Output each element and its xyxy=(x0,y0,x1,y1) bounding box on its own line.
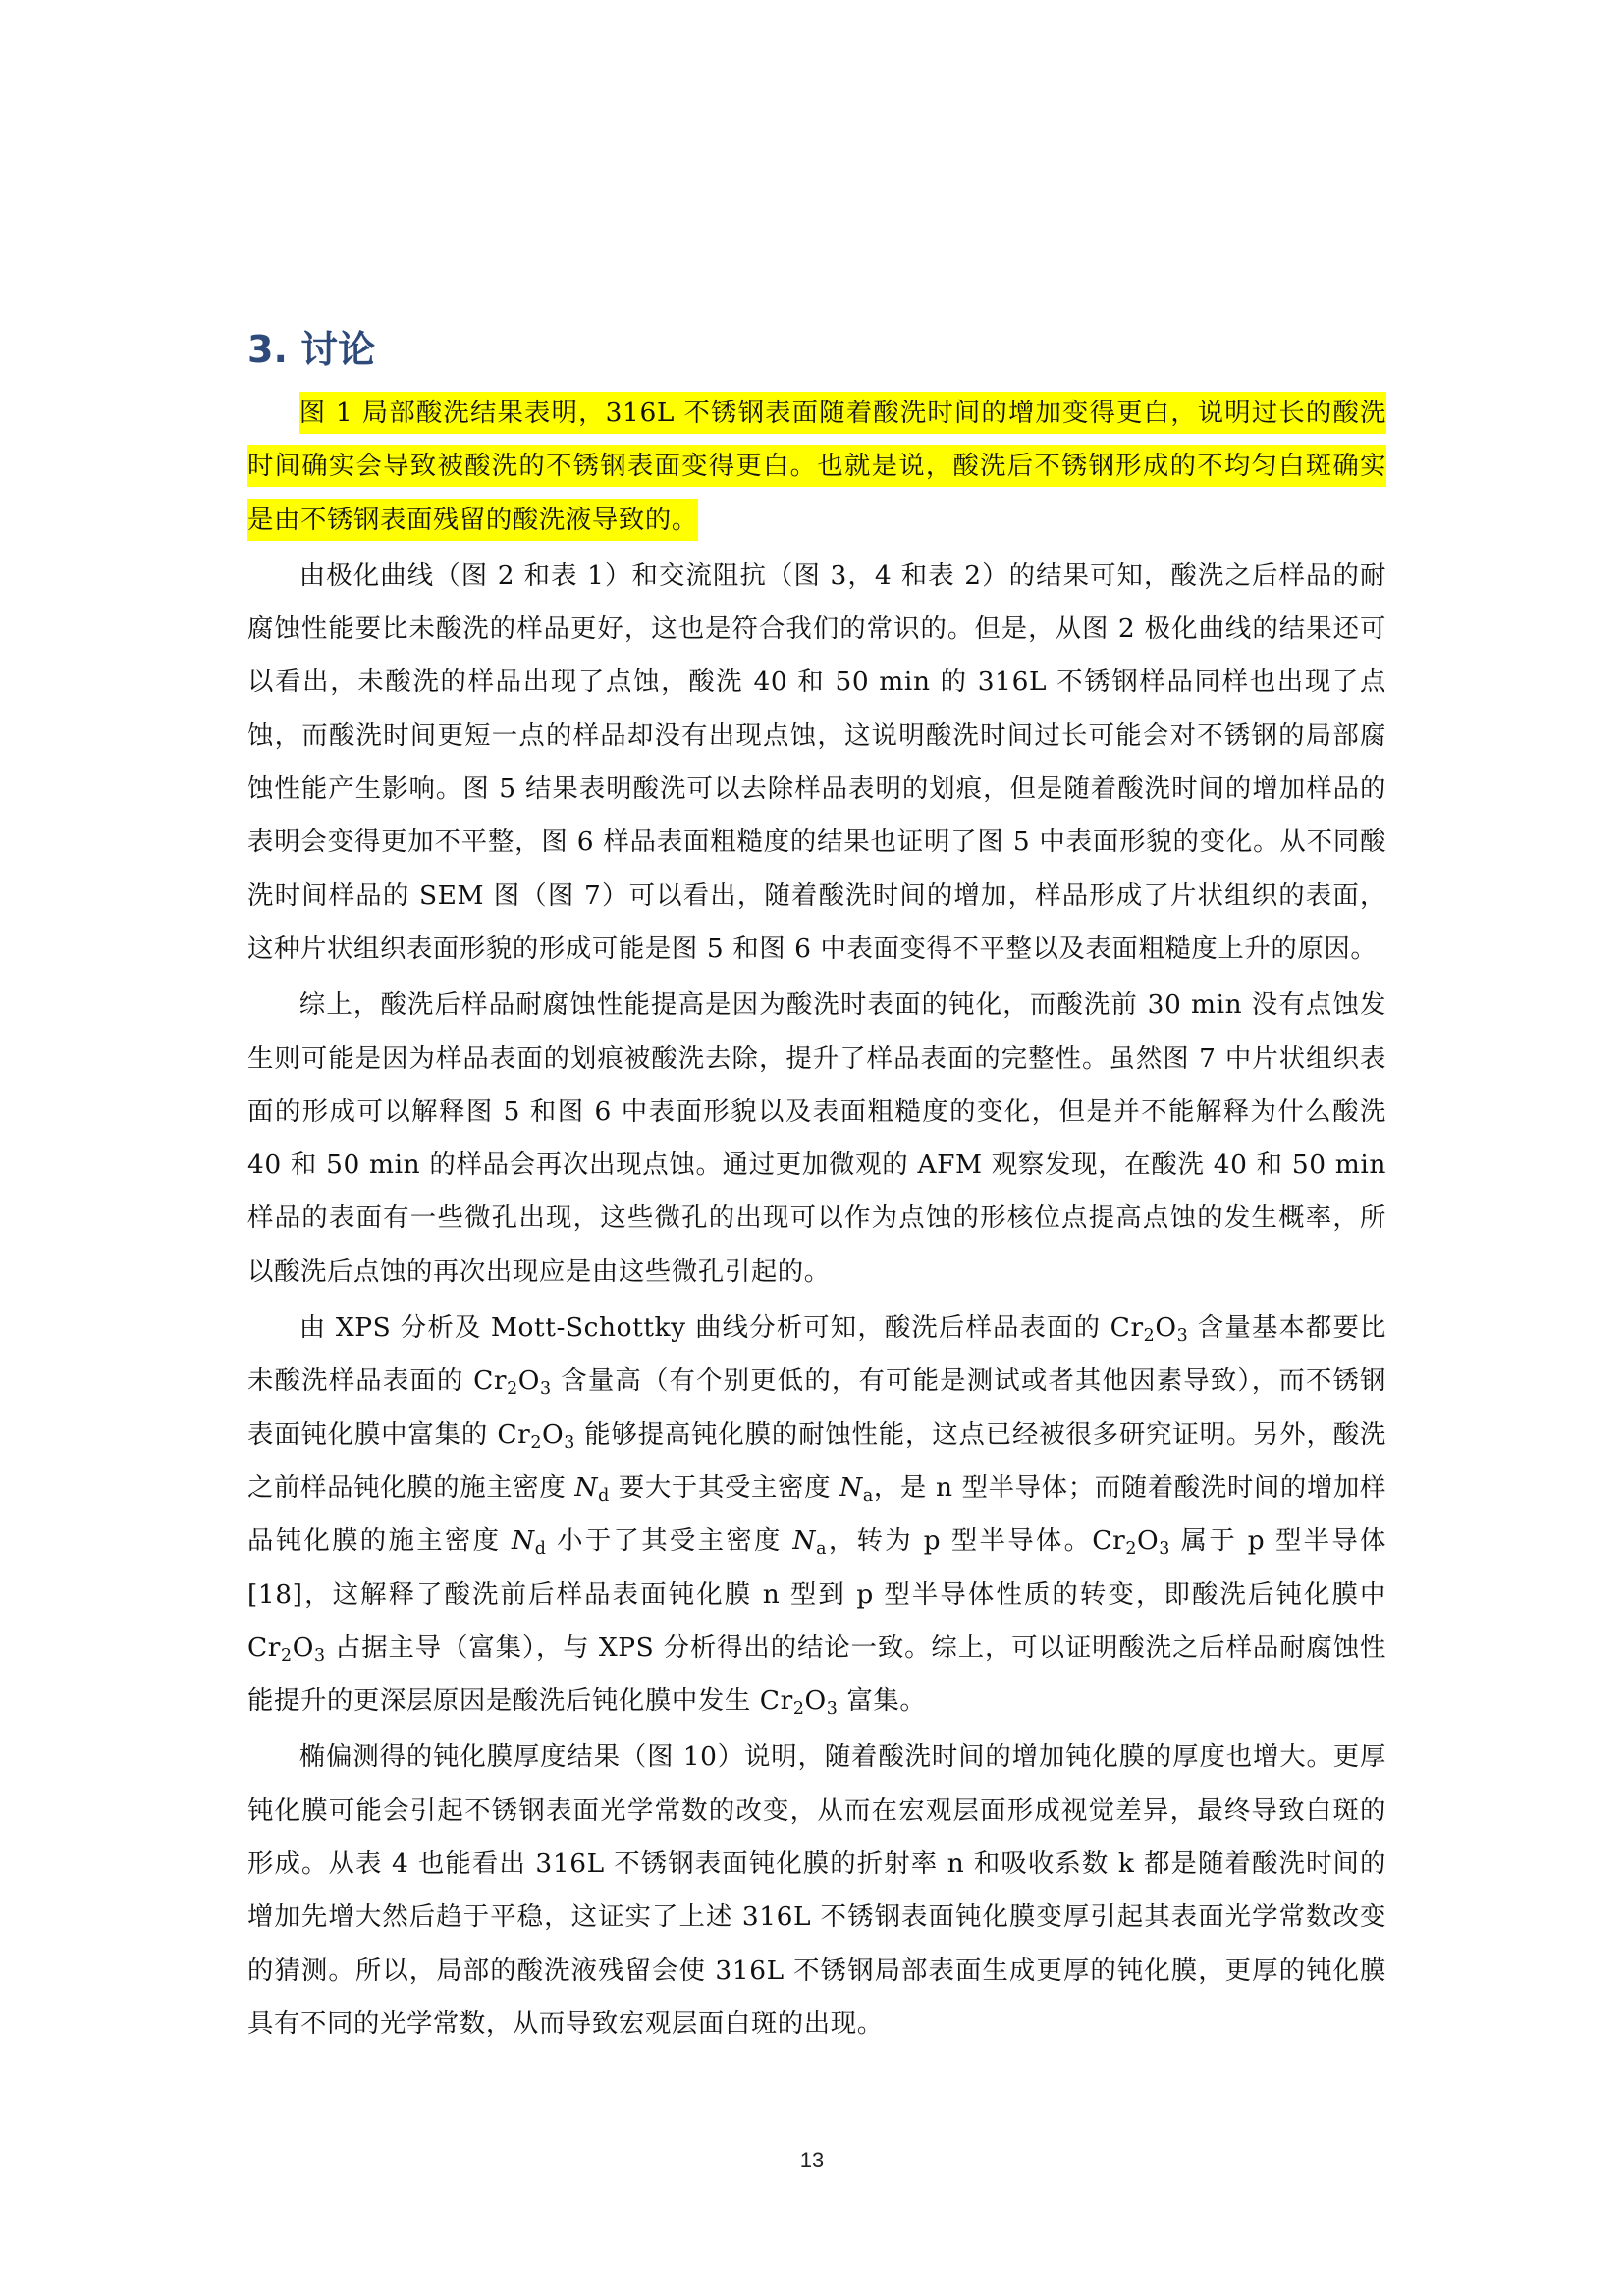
section-body xyxy=(247,387,1386,2054)
subscript: 2 xyxy=(281,1645,293,1666)
text-run: 要大于其受主密度 xyxy=(609,1471,840,1503)
text-run: 小于了其受主密度 xyxy=(546,1525,793,1557)
symbol-N: N xyxy=(574,1471,599,1503)
symbol-N: N xyxy=(511,1525,535,1557)
text-run: 含量基本都要比未酸洗样品表面的 Cr xyxy=(247,1312,1386,1397)
paragraph-xps-analysis xyxy=(247,1302,1386,1728)
subscript: 3 xyxy=(564,1432,575,1453)
subscript: a xyxy=(862,1485,874,1506)
text-run: 富集。 xyxy=(838,1685,927,1717)
text-run: 由 XPS 分析及 Mott-Schottky 曲线分析可知，酸洗后样品表面的 Cr xyxy=(298,1312,1144,1344)
subscript: 2 xyxy=(507,1379,518,1400)
subscript: 3 xyxy=(540,1379,552,1400)
symbol-N: N xyxy=(839,1471,863,1503)
highlighted-text: 图 1 局部酸洗结果表明，316L 不锈钢表面随着酸洗时间的增加变得更白，说明过长的酸洗时间确实会导致被酸洗的不锈钢表面变得更白。也就是说，酸洗后不锈钢形成的不均匀白斑确实是由不锈钢表面残留的酸洗液导致的。 xyxy=(247,392,1386,541)
text-run: O xyxy=(542,1418,565,1450)
text-run: O xyxy=(1137,1525,1160,1557)
text-run: O xyxy=(292,1631,314,1663)
section-heading: 3. 讨论 xyxy=(247,328,376,371)
page-number: 13 xyxy=(799,2148,825,2172)
subscript: 2 xyxy=(1143,1325,1156,1346)
subscript: d xyxy=(598,1485,610,1506)
text-run: ，是 n 型半导体；而随着酸洗时间的增加样品钝化膜的施主密度 xyxy=(247,1471,1387,1557)
text-run: 能够提高钝化膜的耐蚀性能，这点已经被很多研究证明。另外，酸洗之前样品钝化膜的施主密度 xyxy=(247,1418,1386,1503)
text-run: 含量高（有个别更低的，有可能是测试或者其他因素导致），而不锈钢表面钝化膜中富集的 Cr xyxy=(247,1365,1387,1450)
text-run: O xyxy=(1155,1312,1177,1344)
paragraph-ellipsometry: 椭偏测得的钝化膜厚度结果（图 10）说明，随着酸洗时间的增加钝化膜的厚度也增大。更厚钝化膜可能会引起不锈钢表面光学常数的改变，从而在宏观层面形成视觉差异，最终导致白斑的形成。从表 4 也能看出 316L 不锈钢表面钝化膜的折射率 n 和吸收系数 k 都是随着酸洗时间的增加先增大然后趋于平稳，这证实了上述 316L 不锈钢表面钝化膜变厚引起其表面光学常数改变的猜测。所以，局部的酸洗液残留会使 316L 不锈钢局部表面生成更厚的钝化膜，更厚的钝化膜具有不同的光学常数，从而导致宏观层面白斑的出现。 xyxy=(247,1741,1386,2039)
text-run: O xyxy=(804,1685,827,1717)
paragraph-polarization: 由极化曲线（图 2 和表 1）和交流阻抗（图 3，4 和表 2）的结果可知，酸洗之后样品的耐腐蚀性能要比未酸洗的样品更好，这也是符合我们的常识的。但是，从图 2 极化曲线的结果还可以看出，未酸洗的样品出现了点蚀，酸洗 40 和 50 min 的 316L 不锈钢样品同样也出现了点蚀，而酸洗时间更短一点的样品却没有出现点蚀，这说明酸洗时间过长可能会对不锈钢的局部腐蚀性能产生影响。图 5 结果表明酸洗可以去除样品表明的划痕，但是随着酸洗时间的增加样品的表明会变得更加不平整，图 6 样品表面粗糙度的结果也证明了图 5 中表面形貌的变化。从不同酸洗时间样品的 SEM 图（图 7）可以看出，随着酸洗时间的增加，样品形成了片状组织的表面，这种片状组织表面形貌的形成可能是图 5 和图 6 中表面变得不平整以及表面粗糙度上升的原因。 xyxy=(247,560,1386,964)
subscript: 3 xyxy=(1176,1325,1189,1346)
subscript: 3 xyxy=(826,1699,839,1719)
symbol-N: N xyxy=(792,1525,817,1557)
text-run: 属于 p 型半导体[18]，这解释了酸洗前后样品表面钝化膜 n 型到 p 型半导体性质的转变，即酸洗后钝化膜中 Cr xyxy=(247,1525,1387,1663)
text-run: O xyxy=(517,1365,541,1397)
subscript: 3 xyxy=(1159,1539,1170,1560)
paragraph-summary-pitting: 综上，酸洗后样品耐腐蚀性能提高是因为酸洗时表面的钝化，而酸洗前 30 min 没有点蚀发生则可能是因为样品表面的划痕被酸洗去除，提升了样品表面的完整性。虽然图 7 中片状组织表面的形成可以解释图 5 和图 6 中表面形貌以及表面粗糙度的变化，但是并不能解释为什么酸洗 40 和 50 min 的样品会再次出现点蚀。通过更加微观的 AFM 观察发现，在酸洗 40 和 50 min 样品的表面有一些微孔出现，这些微孔的出现可以作为点蚀的形核位点提高点蚀的发生概率，所以酸洗后点蚀的再次出现应是由这些微孔引起的。 xyxy=(247,989,1386,1287)
subscript: a xyxy=(816,1539,828,1560)
text-run: 占据主导（富集），与 XPS 分析得出的结论一致。综上，可以证明酸洗之后样品耐腐蚀性能提升的更深层原因是酸洗后钝化膜中发生 Cr xyxy=(247,1631,1386,1717)
subscript: 2 xyxy=(530,1432,543,1453)
text-run: ，转为 p 型半导体。Cr xyxy=(827,1525,1126,1557)
subscript: 2 xyxy=(1125,1539,1137,1560)
paragraph-highlighted xyxy=(247,387,1386,547)
subscript: 2 xyxy=(792,1699,805,1719)
subscript: 3 xyxy=(313,1645,326,1666)
subscript: d xyxy=(534,1539,547,1560)
